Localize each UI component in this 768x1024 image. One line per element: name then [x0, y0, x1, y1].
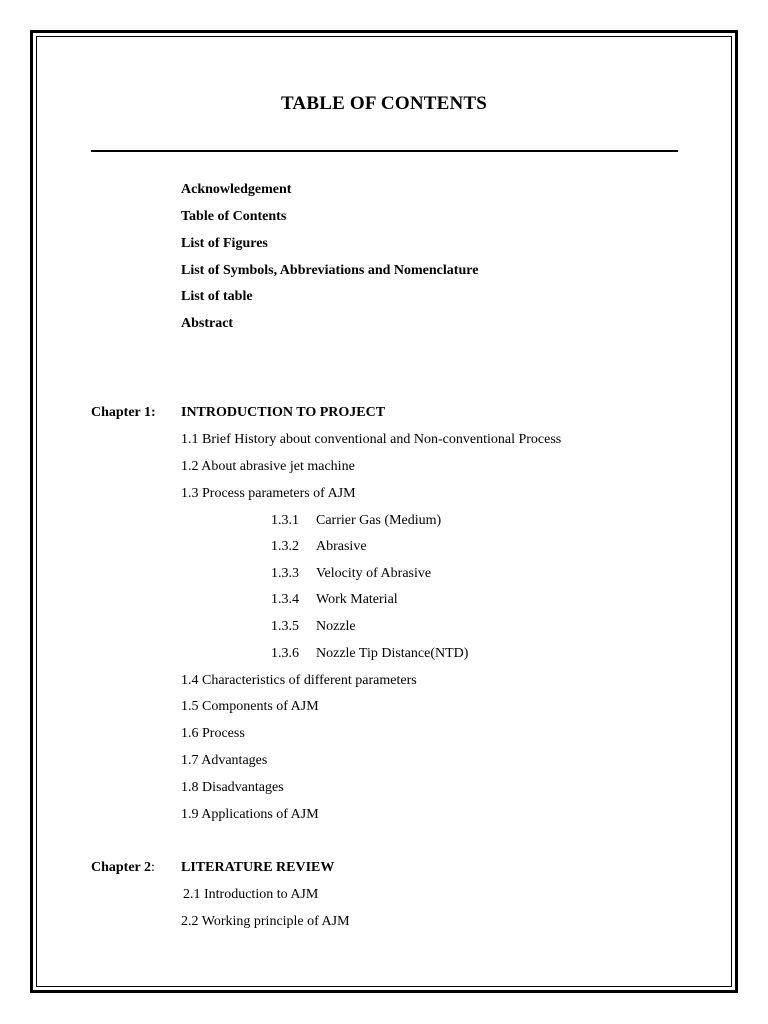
toc-entry-abstract[interactable]: Abstract [181, 316, 234, 331]
subsection-title: Carrier Gas (Medium) [316, 513, 442, 528]
subsection-number: 1.3.1 [271, 513, 299, 528]
toc-entry-acknowledgement[interactable]: Acknowledgement [181, 182, 292, 197]
chapter-1-label: Chapter 1: [91, 405, 156, 420]
toc-section-1-5[interactable]: 1.5 Components of AJM [181, 699, 319, 714]
toc-subsection-1-3-6[interactable] [271, 645, 468, 663]
subsection-title: Work Material [316, 592, 398, 607]
chapter-2-label-colon: : [151, 860, 155, 875]
toc-section-1-6[interactable]: 1.6 Process [181, 726, 245, 741]
toc-section-2-1[interactable]: 2.1 Introduction to AJM [183, 887, 319, 902]
toc-entry-list-of-symbols[interactable]: List of Symbols, Abbreviations and Nomenclature [181, 263, 479, 278]
toc-section-1-9[interactable]: 1.9 Applications of AJM [181, 807, 319, 822]
page-title: TABLE OF CONTENTS [280, 93, 488, 114]
subsection-number: 1.3.3 [271, 566, 299, 581]
subsection-title: Abrasive [316, 539, 367, 554]
toc-subsection-1-3-4[interactable] [271, 591, 398, 609]
toc-section-1-3[interactable]: 1.3 Process parameters of AJM [181, 486, 356, 501]
toc-section-1-2[interactable]: 1.2 About abrasive jet machine [181, 459, 355, 474]
toc-section-1-7[interactable]: 1.7 Advantages [181, 753, 268, 768]
chapter-1-title[interactable]: INTRODUCTION TO PROJECT [181, 405, 386, 420]
toc-subsection-1-3-2[interactable] [271, 538, 367, 556]
subsection-number: 1.3.5 [271, 619, 299, 634]
subsection-title: Nozzle Tip Distance(NTD) [316, 646, 469, 661]
chapter-2-label-text: Chapter 2 [91, 860, 152, 875]
subsection-number: 1.3.4 [271, 592, 299, 607]
toc-section-1-1[interactable]: 1.1 Brief History about conventional and Non-conventional Process [181, 432, 562, 447]
title-divider [91, 150, 678, 152]
subsection-title: Nozzle [316, 619, 356, 634]
chapter-2-label [91, 859, 155, 877]
toc-section-1-8[interactable]: 1.8 Disadvantages [181, 780, 284, 795]
toc-entry-list-of-figures[interactable]: List of Figures [181, 236, 268, 251]
subsection-title: Velocity of Abrasive [316, 566, 432, 581]
toc-entry-list-of-table[interactable]: List of table [181, 289, 253, 304]
toc-section-2-2[interactable]: 2.2 Working principle of AJM [181, 914, 350, 929]
toc-section-1-4[interactable]: 1.4 Characteristics of different parameters [181, 673, 417, 688]
toc-subsection-1-3-5[interactable] [271, 618, 356, 636]
toc-entry-table-of-contents[interactable]: Table of Contents [181, 209, 287, 224]
subsection-number: 1.3.2 [271, 539, 299, 554]
toc-subsection-1-3-1[interactable] [271, 512, 441, 530]
chapter-2-title[interactable]: LITERATURE REVIEW [181, 860, 335, 875]
subsection-number: 1.3.6 [271, 646, 299, 661]
toc-subsection-1-3-3[interactable] [271, 565, 431, 583]
